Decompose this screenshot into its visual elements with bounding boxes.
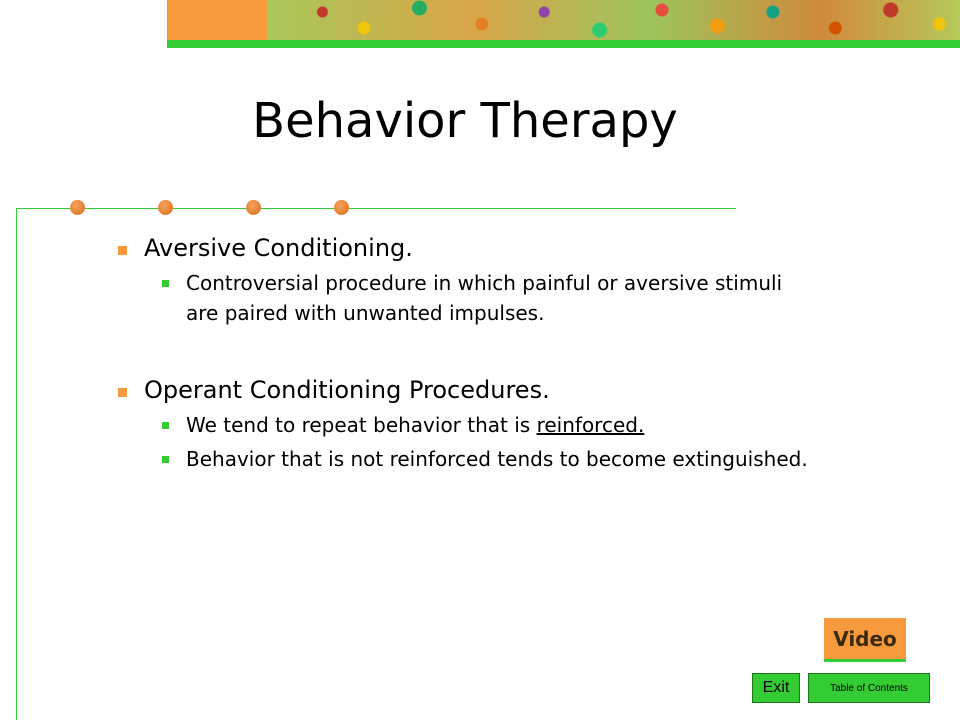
decorative-banner [167, 0, 960, 48]
slide-title: Behavior Therapy [252, 93, 678, 149]
exit-button[interactable]: Exit [752, 673, 800, 703]
frame-line-vertical [16, 208, 17, 720]
reinforced-link[interactable]: reinforced. [536, 413, 645, 437]
sub-bullet: Behavior that is not reinforced tends to become extinguished. [162, 444, 818, 474]
banner-green-stripe [167, 40, 960, 48]
bullet-heading: Operant Conditioning Procedures. [118, 374, 818, 406]
sub-bullet: Controversial procedure in which painful or aversive stimuli are paired with unwanted impulses. [162, 268, 818, 328]
banner-floral-image [267, 0, 960, 40]
decorative-dot [334, 200, 349, 215]
decorative-dot [158, 200, 173, 215]
decorative-dot [70, 200, 85, 215]
frame-line-horizontal [16, 208, 736, 209]
video-button[interactable]: Video [824, 618, 906, 662]
table-of-contents-button[interactable]: Table of Contents [808, 673, 930, 703]
sub-bullet-text: We tend to repeat behavior that is [186, 413, 531, 437]
banner-orange-block [167, 0, 267, 40]
bullet-heading: Aversive Conditioning. [118, 232, 818, 264]
decorative-dot [246, 200, 261, 215]
slide-content [118, 232, 818, 474]
sub-bullet [162, 410, 818, 440]
